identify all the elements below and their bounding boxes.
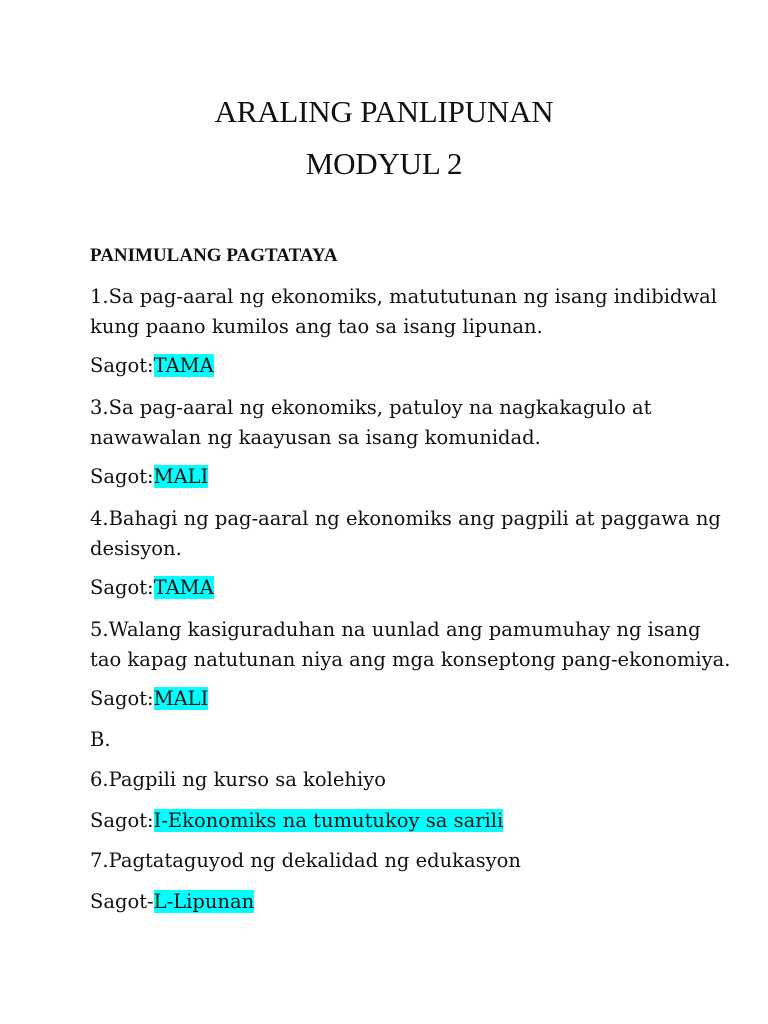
- answer-3: [90, 462, 208, 492]
- question-4-line-1: 4.Bahagi ng pag-aaral ng ekonomiks ang pagpili at paggawa ng: [90, 507, 721, 530]
- answer-value-highlight: TAMA: [153, 354, 214, 377]
- answer-label: Sagot:: [90, 576, 154, 599]
- question-3-line-2: nawawalan ng kaayusan sa isang komunidad.: [90, 426, 541, 449]
- answer-7: [90, 887, 254, 917]
- answer-label: Sagot:: [90, 354, 154, 377]
- answer-1: [90, 351, 214, 381]
- answer-value-highlight: L-Lipunan: [153, 890, 255, 913]
- question-1-line-2: kung paano kumilos ang tao sa isang lipunan.: [90, 315, 543, 338]
- answer-label: Sagot:: [90, 809, 154, 832]
- answer-value-highlight: I-Ekonomiks na tumutukoy sa sarili: [153, 809, 504, 832]
- question-4-line-2: desisyon.: [90, 537, 182, 560]
- part-b-label: B.: [90, 728, 111, 751]
- question-5-line-1: 5.Walang kasiguraduhan na uunlad ang pamumuhay ng isang: [90, 618, 701, 641]
- answer-label: Sagot:: [90, 465, 154, 488]
- question-1-line-1: 1.Sa pag-aaral ng ekonomiks, matututunan ng isang indibidwal: [90, 285, 718, 308]
- answer-label: Sagot-: [90, 890, 154, 913]
- question-3-line-1: 3.Sa pag-aaral ng ekonomiks, patuloy na nagkakagulo at: [90, 396, 652, 419]
- question-6: 6.Pagpili ng kurso sa kolehiyo: [90, 768, 386, 791]
- document-subtitle: MODYUL 2: [305, 146, 463, 181]
- answer-4: [90, 573, 214, 603]
- answer-6: [90, 806, 503, 836]
- answer-value-highlight: TAMA: [153, 576, 214, 599]
- answer-5: [90, 684, 208, 714]
- document-title: ARALING PANLIPUNAN: [214, 94, 554, 129]
- answer-value-highlight: MALI: [153, 687, 209, 710]
- answer-value-highlight: MALI: [153, 465, 209, 488]
- question-7: 7.Pagtataguyod ng dekalidad ng edukasyon: [90, 849, 521, 872]
- answer-label: Sagot:: [90, 687, 154, 710]
- section-heading: PANIMULANG PAGTATAYA: [90, 245, 338, 266]
- question-5-line-2: tao kapag natutunan niya ang mga konseptong pang-ekonomiya.: [90, 648, 731, 671]
